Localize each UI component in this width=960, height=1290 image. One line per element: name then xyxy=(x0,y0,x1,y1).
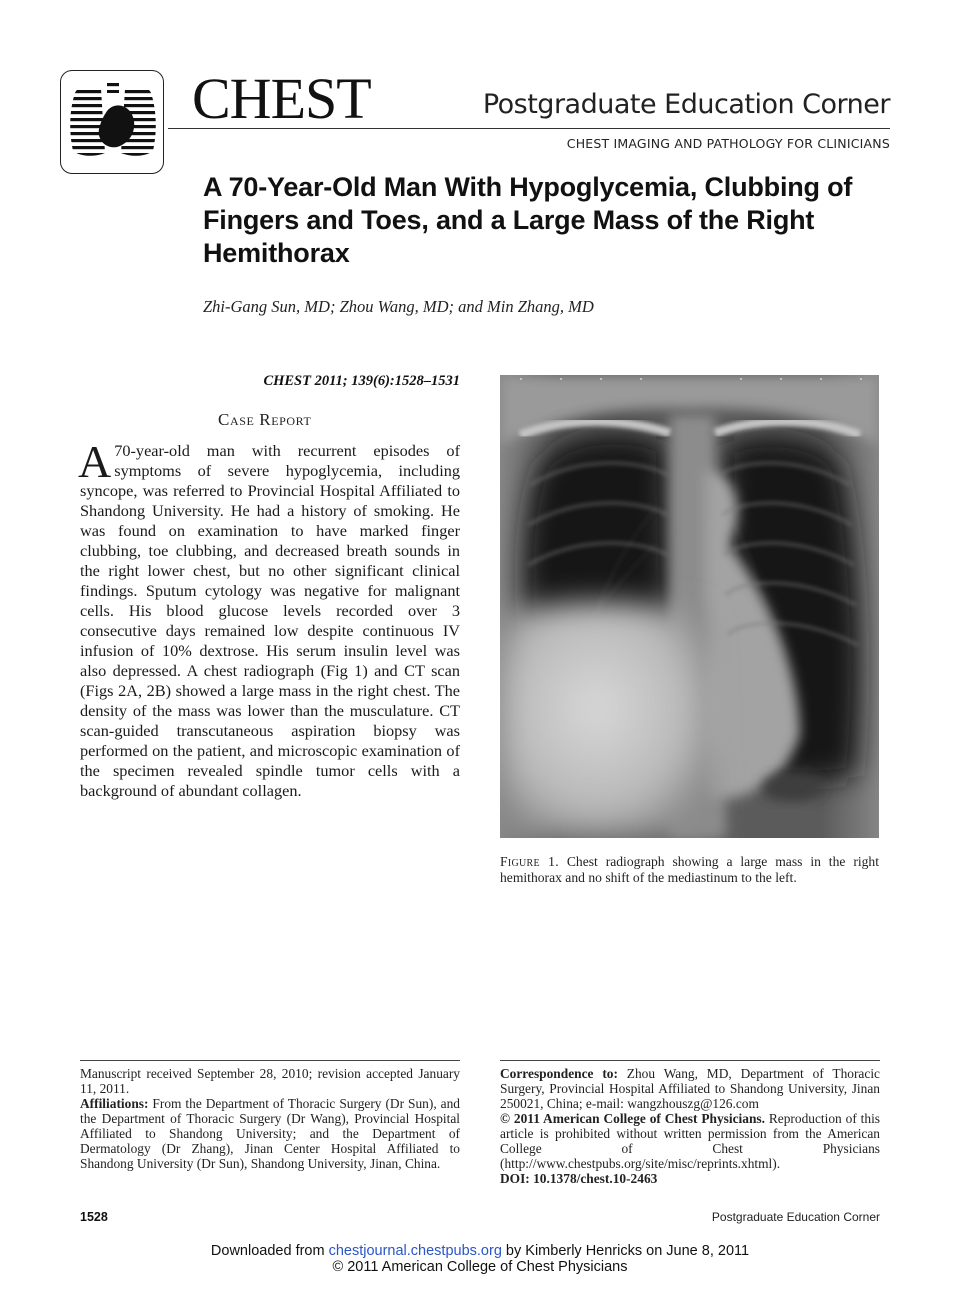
chest-radiograph-image xyxy=(500,375,879,838)
correspondence-label: Correspondence to: xyxy=(500,1066,618,1081)
copyright-text: Reproduction of this article is prohibited without written permission from the American College of Chest Physicians (http://www.chestpubs.org/site/misc/reprints.xhtml). xyxy=(500,1111,881,1171)
figure-radiograph xyxy=(500,375,879,838)
affiliations-text: From the Department of Thoracic Surgery (Dr Sun), and the Department of Thoracic Surgery (Dr Wang), Provincial Hospital Affiliated to Shandong University; and the Department of Dermatology (Dr Zhang), Jinan Center Hospital Affiliated to Shandong University (Dr Sun), Shandong University, Jinan, China. xyxy=(80,1096,460,1171)
section-heading: Case Report xyxy=(218,410,312,429)
corner-title: Postgraduate Education Corner xyxy=(482,89,890,120)
footnote-rule-left xyxy=(80,1060,460,1061)
footnotes-right xyxy=(500,1066,880,1186)
download-suffix: by Kimberly Henricks on June 8, 2011 xyxy=(501,1243,750,1259)
figure-caption-text: Chest radiograph showing a large mass in the right hemithorax and no shift of the mediastinum to the left. xyxy=(500,854,879,885)
citation: CHEST 2011; 139(6):1528–1531 xyxy=(263,373,460,389)
copyright-note xyxy=(500,1111,880,1171)
copyright-label: © 2011 American College of Chest Physicians. xyxy=(500,1111,765,1126)
doi-label: DOI: xyxy=(500,1171,530,1186)
page-number: 1528 xyxy=(80,1210,108,1224)
drop-cap: A xyxy=(78,436,112,487)
download-line xyxy=(0,1243,960,1260)
chest-logo-icon xyxy=(60,70,164,174)
doi-note xyxy=(500,1171,880,1186)
figure-label: Figure 1. xyxy=(500,854,559,869)
download-link[interactable]: chestjournal.chestpubs.org xyxy=(328,1243,502,1259)
correspondence-note xyxy=(500,1066,880,1111)
affiliations-label: Affiliations: xyxy=(80,1096,149,1111)
article-title: A 70-Year-Old Man With Hypoglycemia, Clubbing of Fingers and Toes, and a Large Mass of the Right Hemithorax xyxy=(203,172,853,268)
running-foot: Postgraduate Education Corner xyxy=(711,1210,880,1224)
footnotes-left xyxy=(80,1066,460,1171)
correspondence-text: Zhou Wang, MD, Department of Thoracic Surgery, Provincial Hospital Affiliated to Shandong University, Jinan 250021, China; e-mail: wangzhouszg@126.com xyxy=(500,1066,880,1111)
body-paragraph: 70-year-old man with recurrent episodes of symptoms of severe hypoglycemia, including syncope, was referred to Provincial Hospital Affiliated to Shandong University. He had a history of smoking. He was found on examination to have marked finger clubbing, toe clubbing, and decreased breath sounds in the right lower chest, but no other significant clinical findings. Sputum cytology was negative for malignant cells. His blood glucose levels recorded over 3 consecutive days remained low despite continuous IV infusion of 10% dextrose. His serum insulin level was also depressed. A chest radiograph (Fig 1) and CT scan (Figs 2A, 2B) showed a large mass in the right chest. The density of the mass was lower than the musculature. CT scan-guided transcutaneous aspiration biopsy was performed on the patient, and microscopic examination of the specimen revealed spindle tumor cells with a background of abundant collagen. xyxy=(80,441,460,800)
body-text xyxy=(78,436,460,801)
download-prefix: Downloaded from xyxy=(210,1243,329,1259)
manuscript-note: Manuscript received September 28, 2010; revision accepted January 11, 2011. xyxy=(80,1066,460,1096)
doi-value: 10.1378/chest.10-2463 xyxy=(529,1171,658,1186)
footnote-rule-right xyxy=(500,1060,880,1061)
journal-name: CHEST xyxy=(192,66,371,131)
figure-caption xyxy=(500,854,879,885)
copyright-line: © 2011 American College of Chest Physicians xyxy=(332,1259,628,1275)
affiliations-note xyxy=(80,1096,460,1171)
series-title: CHEST IMAGING AND PATHOLOGY FOR CLINICIANS xyxy=(566,136,890,151)
header-rule xyxy=(168,128,890,129)
authors: Zhi-Gang Sun, MD; Zhou Wang, MD; and Min Zhang, MD xyxy=(203,297,594,316)
